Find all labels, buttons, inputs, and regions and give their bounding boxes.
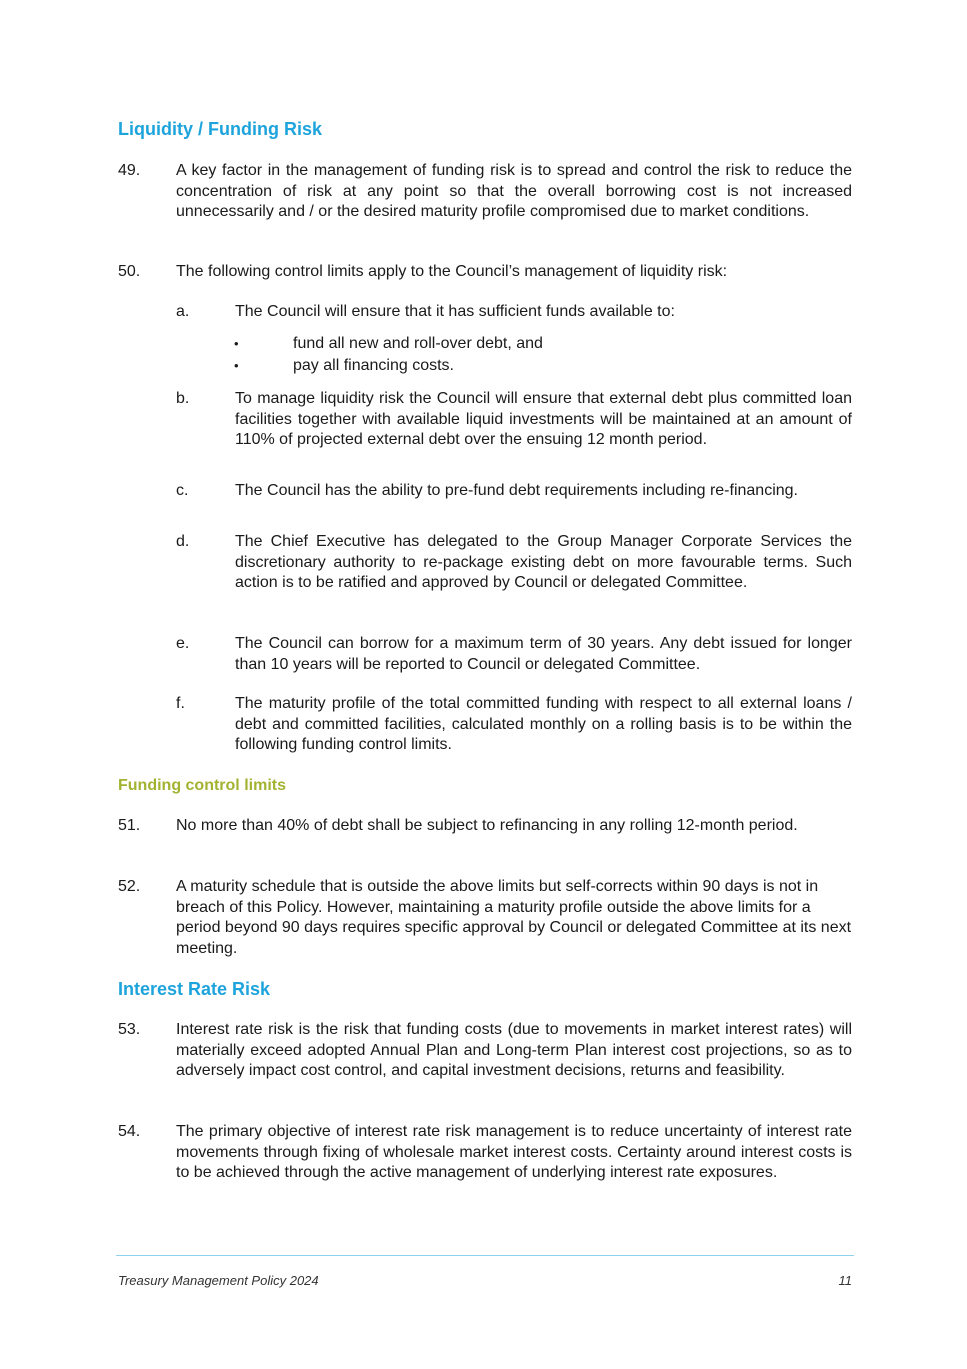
section-heading-interest-rate: Interest Rate Risk [118,979,271,999]
paragraph-52 [118,877,852,959]
subitem-e [176,634,852,675]
paragraph-53 [118,1020,852,1082]
bullet-glyph: • [234,336,239,351]
subitem-d [176,532,852,594]
subitem-letter: c. [176,482,189,499]
paragraph-number: 50. [118,263,141,280]
paragraph-text: Interest rate risk is the risk that funding costs (due to movements in market interest rates) will materially exceed adopted Annual Plan and Long-term Plan interest cost projections, so as to adversely impact cost control, and capital investment decisions, returns and feasibility. [176,1021,852,1080]
paragraph-number: 51. [118,817,141,834]
paragraph-number: 52. [118,878,141,895]
bullet-item [234,333,852,355]
paragraph-51 [118,816,852,837]
subitem-letter: f. [176,695,185,712]
subitem-text: The maturity profile of the total committed funding with respect to all external loans / debt and committed facilities, calculated monthly on a rolling basis is to be within the following funding control limits. [235,695,852,754]
subitem-letter: d. [176,533,190,550]
bullet-item [234,355,852,377]
subitem-text: The Council can borrow for a maximum term of 30 years. Any debt issued for longer than 10 years will be reported to Council or delegated Committee. [235,635,852,673]
subitem-text: The Council has the ability to pre-fund debt requirements including re-financing. [235,482,798,499]
footer-page-number: 11 [838,1273,852,1288]
subitem-text: To manage liquidity risk the Council will ensure that external debt plus committed loan facilities together with available liquid investments will be maintained at an amount of 110% of projected external debt over the ensuing 12 month period. [235,390,852,449]
paragraph-text: No more than 40% of debt shall be subject to refinancing in any rolling 12-month period. [176,817,798,834]
paragraph-text: A maturity schedule that is outside the above limits but self-corrects within 90 days is not in breach of this Policy. However, maintaining a maturity profile outside the above limits for a period beyond 90 days requires specific approval by Council or delegated Committee at its next meeting. [176,878,852,957]
paragraph-number: 49. [118,162,141,179]
paragraph-54 [118,1122,852,1184]
subsection-heading-funding-limits: Funding control limits [118,777,286,794]
bullet-glyph: • [234,358,239,373]
paragraph-49 [118,161,852,223]
subitem-a [176,302,852,323]
subitem-text: The Chief Executive has delegated to the Group Manager Corporate Services the discretionary authority to re-package existing debt on more favourable terms. Such action is to be ratified and approved by Council or delegated Committee. [235,533,852,592]
paragraph-text: The following control limits apply to the Council’s management of liquidity risk: [176,263,728,280]
bullet-text: pay all financing costs. [293,357,454,374]
bullet-text: fund all new and roll-over debt, and [293,335,543,352]
footer-divider [116,1255,854,1256]
subitem-f [176,694,852,756]
subitem-letter: a. [176,303,190,320]
paragraph-text: The primary objective of interest rate risk management is to reduce uncertainty of interest rate movements through fixing of wholesale market interest costs. Certainty around interest costs is to be achieved through the active management of underlying interest rate exposures. [176,1123,852,1182]
footer-document-title: Treasury Management Policy 2024 [118,1273,319,1288]
paragraph-50 [118,262,852,283]
subitem-text: The Council will ensure that it has sufficient funds available to: [235,303,675,320]
subitem-letter: b. [176,390,190,407]
paragraph-text: A key factor in the management of funding risk is to spread and control the risk to reduce the concentration of risk at any point so that the overall borrowing cost is not increased unnecessarily and / or the desired maturity profile compromised due to market conditions. [176,162,852,221]
subitem-c [176,481,852,502]
subitem-b [176,389,852,451]
paragraph-number: 53. [118,1021,141,1038]
subitem-letter: e. [176,635,190,652]
paragraph-number: 54. [118,1123,141,1140]
section-heading-liquidity: Liquidity / Funding Risk [118,119,322,139]
